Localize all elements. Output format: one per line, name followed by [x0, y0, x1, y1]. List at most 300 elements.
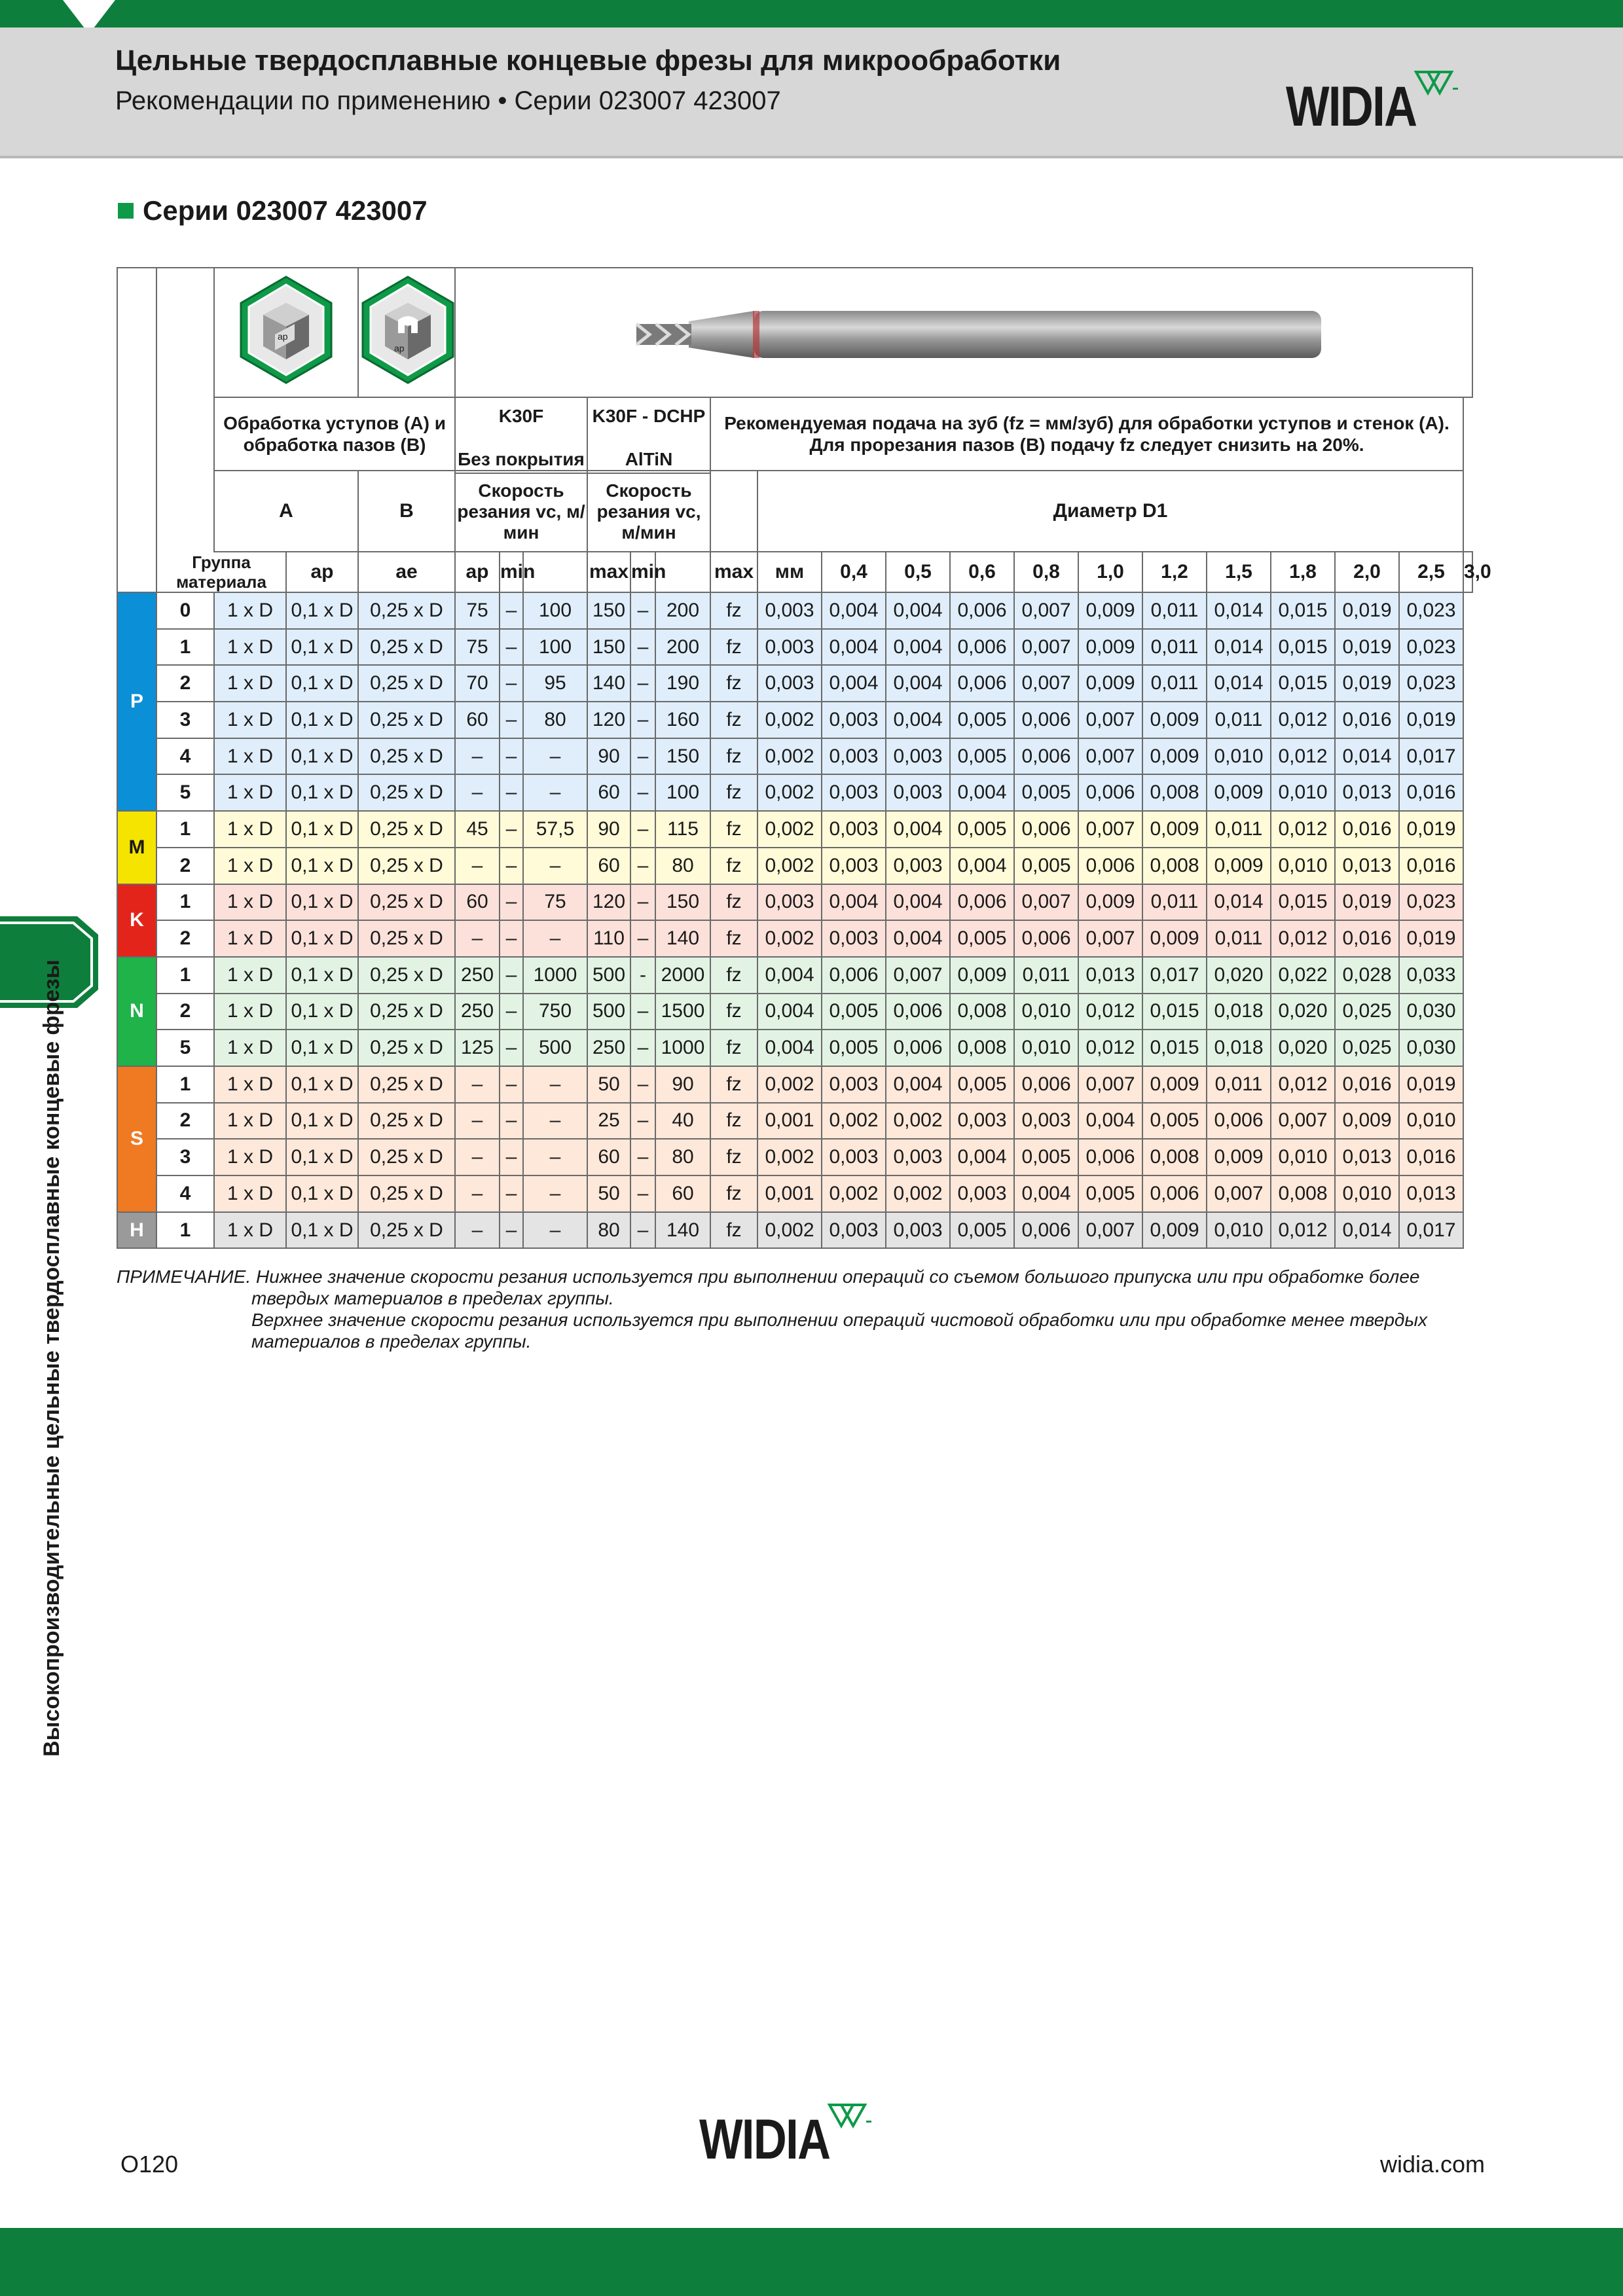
table-row: [117, 957, 1472, 994]
shoulder-milling-icon: [237, 274, 335, 386]
feed-value-cell: 0,009: [1078, 592, 1142, 629]
subgroup-cell: 2: [156, 1103, 214, 1139]
subgroup-cell: 2: [156, 665, 214, 702]
feed-value-cell: 0,003: [822, 811, 886, 848]
apB-cell: 0,25 x D: [358, 1103, 455, 1139]
feed-value-cell: 0,018: [1207, 1030, 1271, 1066]
ae-cell: 0,1 x D: [286, 1066, 358, 1103]
subgroup-cell: 1: [156, 884, 214, 921]
col-A-header: A: [214, 471, 358, 552]
feed-value-cell: 0,002: [757, 811, 822, 848]
vc2-max-cell: 1000: [655, 1030, 710, 1066]
fz-cell: fz: [710, 884, 757, 921]
feed-note-header: Рекомендуемая подача на зуб (fz = мм/зуб) для обработки уступов и стенок (A). Для прорезания пазов (B) подачу fz следует снизить на 20%.: [710, 397, 1463, 471]
table-row: [117, 1066, 1472, 1103]
svg-text:ap: ap: [278, 331, 288, 342]
feed-value-cell: 0,003: [950, 1103, 1014, 1139]
feed-value-cell: 0,007: [1078, 1212, 1142, 1249]
vc2-dash-cell: –: [630, 629, 655, 666]
feed-value-cell: 0,006: [1078, 848, 1142, 884]
feed-value-cell: 0,006: [822, 957, 886, 994]
fz-cell: fz: [710, 1030, 757, 1066]
vc1-max-cell: –: [523, 738, 587, 775]
ae-cell: 0,1 x D: [286, 920, 358, 957]
table-row: [117, 774, 1472, 811]
speed1-header: [455, 449, 587, 552]
feed-value-cell: 0,007: [1078, 920, 1142, 957]
feed-value-cell: 0,009: [1207, 848, 1271, 884]
bottom-green-bar: [0, 2228, 1623, 2296]
feed-value-cell: 0,013: [1078, 957, 1142, 994]
vc2-max-cell: 160: [655, 702, 710, 738]
feed-value-cell: 0,004: [886, 592, 950, 629]
feed-value-cell: 0,006: [1014, 811, 1078, 848]
table-row: [117, 1139, 1472, 1175]
feed-value-cell: 0,011: [1207, 702, 1271, 738]
sub-max-1: max: [587, 552, 630, 592]
feed-value-cell: 0,009: [1142, 811, 1207, 848]
vc2-dash-cell: –: [630, 994, 655, 1030]
footer-brand-text: WIDIA: [699, 2108, 830, 2171]
feed-value-cell: 0,003: [822, 738, 886, 775]
vc1-min-cell: 70: [455, 665, 500, 702]
vc1-max-cell: 100: [523, 629, 587, 666]
ae-cell: 0,1 x D: [286, 1103, 358, 1139]
feed-value-cell: 0,013: [1399, 1175, 1463, 1212]
subgroup-cell: 2: [156, 920, 214, 957]
subgroup-cell: 1: [156, 1212, 214, 1249]
ap-cell: 1 x D: [214, 702, 286, 738]
feed-value-cell: 0,009: [1142, 702, 1207, 738]
feed-value-cell: 0,010: [1271, 1139, 1335, 1175]
feed-value-cell: 0,003: [757, 629, 822, 666]
vc1-dash-cell: –: [500, 592, 523, 629]
ae-cell: 0,1 x D: [286, 811, 358, 848]
feed-value-cell: 0,007: [1014, 629, 1078, 666]
ae-cell: 0,1 x D: [286, 1030, 358, 1066]
feed-value-cell: 0,012: [1271, 1066, 1335, 1103]
feed-value-cell: 0,004: [1014, 1175, 1078, 1212]
feed-value-cell: 0,015: [1271, 592, 1335, 629]
feed-value-cell: 0,007: [886, 957, 950, 994]
table-row: [117, 811, 1472, 848]
apB-cell: 0,25 x D: [358, 848, 455, 884]
feed-value-cell: 0,025: [1335, 994, 1399, 1030]
subgroup-cell: 3: [156, 1139, 214, 1175]
vc1-dash-cell: –: [500, 1175, 523, 1212]
feed-value-cell: 0,007: [1078, 702, 1142, 738]
feed-value-cell: 0,016: [1335, 702, 1399, 738]
ae-cell: 0,1 x D: [286, 848, 358, 884]
vc1-dash-cell: –: [500, 702, 523, 738]
feed-value-cell: 0,012: [1271, 920, 1335, 957]
feed-value-cell: 0,011: [1207, 1066, 1271, 1103]
vc1-max-cell: –: [523, 1103, 587, 1139]
vc1-min-cell: –: [455, 1175, 500, 1212]
feed-value-cell: 0,015: [1271, 665, 1335, 702]
feed-value-cell: 0,006: [1078, 774, 1142, 811]
apB-cell: 0,25 x D: [358, 665, 455, 702]
vc2-dash-cell: –: [630, 1175, 655, 1212]
feed-value-cell: 0,003: [822, 920, 886, 957]
feed-value-cell: 0,010: [1335, 1175, 1399, 1212]
feed-value-cell: 0,006: [886, 994, 950, 1030]
feed-value-cell: 0,005: [1014, 774, 1078, 811]
feed-value-cell: 0,030: [1399, 1030, 1463, 1066]
feed-value-cell: 0,012: [1078, 994, 1142, 1030]
apB-cell: 0,25 x D: [358, 1030, 455, 1066]
fz-cell: fz: [710, 1212, 757, 1249]
vc1-min-cell: 250: [455, 957, 500, 994]
vc1-max-cell: –: [523, 1139, 587, 1175]
feed-value-cell: 0,020: [1271, 1030, 1335, 1066]
feed-value-cell: 0,011: [1142, 629, 1207, 666]
feed-value-cell: 0,019: [1399, 702, 1463, 738]
grade2-coating: AlTiN: [588, 449, 710, 474]
note-line-4: материалов в пределах группы.: [251, 1331, 532, 1352]
apB-cell: 0,25 x D: [358, 738, 455, 775]
feed-value-cell: 0,007: [1078, 1066, 1142, 1103]
feed-value-cell: 0,022: [1271, 957, 1335, 994]
feed-value-cell: 0,005: [822, 994, 886, 1030]
feed-value-cell: 0,011: [1142, 884, 1207, 921]
vc1-min-cell: –: [455, 1212, 500, 1249]
ap-cell: 1 x D: [214, 665, 286, 702]
end-mill-image: [591, 283, 1337, 382]
ap-cell: 1 x D: [214, 994, 286, 1030]
vc1-min-cell: 60: [455, 702, 500, 738]
apB-cell: 0,25 x D: [358, 994, 455, 1030]
feed-value-cell: 0,001: [757, 1103, 822, 1139]
material-group-k: K: [117, 884, 156, 957]
vc2-min-cell: 90: [587, 811, 630, 848]
diameter-8: 2,0: [1335, 552, 1399, 592]
feed-value-cell: 0,004: [950, 774, 1014, 811]
ae-cell: 0,1 x D: [286, 738, 358, 775]
subgroup-cell: 1: [156, 811, 214, 848]
table-row: [117, 848, 1472, 884]
feed-value-cell: 0,017: [1399, 738, 1463, 775]
feed-value-cell: 0,005: [1014, 848, 1078, 884]
vc2-min-cell: 60: [587, 848, 630, 884]
apB-cell: 0,25 x D: [358, 592, 455, 629]
website-link[interactable]: widia.com: [1380, 2151, 1486, 2178]
ap-cell: 1 x D: [214, 957, 286, 994]
feed-value-cell: 0,003: [886, 738, 950, 775]
feed-value-cell: 0,013: [1335, 848, 1399, 884]
feed-value-cell: 0,015: [1142, 1030, 1207, 1066]
feed-value-cell: 0,016: [1335, 1066, 1399, 1103]
feed-value-cell: 0,009: [1078, 665, 1142, 702]
subgroup-cell: 1: [156, 957, 214, 994]
svg-text:ap: ap: [394, 343, 405, 353]
footer-logo: [699, 2102, 873, 2171]
subgroup-cell: 4: [156, 738, 214, 775]
grade1-coating: Без покрытия: [456, 449, 587, 474]
vc1-min-cell: 125: [455, 1030, 500, 1066]
vc2-max-cell: 90: [655, 1066, 710, 1103]
page-title: Цельные твердосплавные концевые фрезы для микрообработки: [115, 45, 1061, 77]
feed-value-cell: 0,015: [1142, 994, 1207, 1030]
feed-value-cell: 0,002: [822, 1103, 886, 1139]
apB-cell: 0,25 x D: [358, 1139, 455, 1175]
vc1-min-cell: –: [455, 920, 500, 957]
sub-header-blank: [156, 268, 214, 552]
ae-cell: 0,1 x D: [286, 1212, 358, 1249]
vc1-max-cell: 75: [523, 884, 587, 921]
feed-value-cell: 0,009: [1078, 884, 1142, 921]
diameter-3: 0,8: [1014, 552, 1078, 592]
feed-value-cell: 0,030: [1399, 994, 1463, 1030]
feed-value-cell: 0,003: [1014, 1103, 1078, 1139]
diameter-0: 0,4: [822, 552, 886, 592]
fz-cell: fz: [710, 592, 757, 629]
vertical-side-text: Высокопроизводительные цельные твердосплавные концевые фрезы: [39, 960, 64, 1757]
vc1-max-cell: –: [523, 1175, 587, 1212]
ae-cell: 0,1 x D: [286, 629, 358, 666]
diameter-9: 2,5: [1399, 552, 1463, 592]
ae-cell: 0,1 x D: [286, 1139, 358, 1175]
feed-value-cell: 0,003: [822, 774, 886, 811]
feed-value-cell: 0,011: [1142, 592, 1207, 629]
vc2-min-cell: 140: [587, 665, 630, 702]
vc2-dash-cell: –: [630, 1066, 655, 1103]
ae-cell: 0,1 x D: [286, 702, 358, 738]
grade1-header: K30F: [455, 397, 587, 471]
feed-value-cell: 0,023: [1399, 629, 1463, 666]
table-row: [117, 884, 1472, 921]
feed-value-cell: 0,023: [1399, 592, 1463, 629]
feed-value-cell: 0,010: [1271, 848, 1335, 884]
feed-value-cell: 0,006: [950, 592, 1014, 629]
feed-value-cell: 0,013: [1335, 1139, 1399, 1175]
feed-value-cell: 0,006: [950, 884, 1014, 921]
vc1-max-cell: –: [523, 848, 587, 884]
fz-cell: fz: [710, 920, 757, 957]
ae-cell: 0,1 x D: [286, 994, 358, 1030]
feed-value-cell: 0,002: [886, 1175, 950, 1212]
feed-value-cell: 0,003: [822, 1066, 886, 1103]
feed-value-cell: 0,014: [1207, 592, 1271, 629]
feed-value-cell: 0,003: [950, 1175, 1014, 1212]
table-row: [117, 1212, 1472, 1249]
ae-cell: 0,1 x D: [286, 774, 358, 811]
fz-cell: fz: [710, 1103, 757, 1139]
sub-max-2: max: [710, 552, 757, 592]
ap-cell: 1 x D: [214, 1103, 286, 1139]
note-block: [117, 1266, 1459, 1352]
vc2-dash-cell: -: [630, 957, 655, 994]
feed-value-cell: 0,025: [1335, 1030, 1399, 1066]
vc1-dash-cell: –: [500, 1066, 523, 1103]
table-body: [117, 592, 1472, 1248]
vc2-max-cell: 60: [655, 1175, 710, 1212]
feed-value-cell: 0,019: [1335, 884, 1399, 921]
vc1-min-cell: 250: [455, 994, 500, 1030]
note-line-3: Верхнее значение скорости резания используется при выполнении операций чистовой обработки или при обработке менее твердых: [251, 1310, 1428, 1330]
vc1-max-cell: 80: [523, 702, 587, 738]
diameter-6: 1,5: [1207, 552, 1271, 592]
feed-value-cell: 0,011: [1207, 920, 1271, 957]
vc2-min-cell: 50: [587, 1066, 630, 1103]
vc2-max-cell: 140: [655, 920, 710, 957]
top-green-bar: [0, 0, 1623, 27]
feed-value-cell: 0,004: [757, 957, 822, 994]
vc1-min-cell: –: [455, 1103, 500, 1139]
header-logo: [1286, 69, 1459, 138]
vc2-max-cell: 200: [655, 629, 710, 666]
material-group-s: S: [117, 1066, 156, 1212]
feed-value-cell: 0,010: [1014, 1030, 1078, 1066]
ap-cell: 1 x D: [214, 1066, 286, 1103]
vc1-max-cell: 100: [523, 592, 587, 629]
vc1-min-cell: –: [455, 774, 500, 811]
diameter-header: Диаметр D1: [757, 471, 1463, 552]
feed-value-cell: 0,003: [886, 1212, 950, 1249]
feed-value-cell: 0,006: [950, 665, 1014, 702]
feed-value-cell: 0,008: [1142, 774, 1207, 811]
feed-value-cell: 0,002: [757, 774, 822, 811]
feed-value-cell: 0,010: [1014, 994, 1078, 1030]
feed-value-cell: 0,005: [950, 702, 1014, 738]
subgroup-cell: 1: [156, 1066, 214, 1103]
subgroup-cell: 4: [156, 1175, 214, 1212]
feed-value-cell: 0,006: [1014, 738, 1078, 775]
feed-value-cell: 0,018: [1207, 994, 1271, 1030]
feed-value-cell: 0,010: [1399, 1103, 1463, 1139]
feed-value-cell: 0,023: [1399, 884, 1463, 921]
group-header-blank: [117, 268, 156, 592]
vc2-max-cell: 115: [655, 811, 710, 848]
vc2-min-cell: 120: [587, 702, 630, 738]
tool-image-cell: [455, 268, 1472, 397]
slot-milling-icon: [359, 274, 457, 386]
feed-value-cell: 0,019: [1399, 811, 1463, 848]
vc2-max-cell: 150: [655, 738, 710, 775]
fz-cell: fz: [710, 629, 757, 666]
vc1-max-cell: –: [523, 1212, 587, 1249]
ap-cell: 1 x D: [214, 1212, 286, 1249]
feed-value-cell: 0,015: [1271, 629, 1335, 666]
feed-value-cell: 0,007: [1271, 1103, 1335, 1139]
feed-value-cell: 0,012: [1078, 1030, 1142, 1066]
feed-value-cell: 0,012: [1271, 1212, 1335, 1249]
vc1-dash-cell: –: [500, 811, 523, 848]
feed-value-cell: 0,004: [886, 629, 950, 666]
feed-value-cell: 0,010: [1207, 1212, 1271, 1249]
feed-value-cell: 0,005: [950, 1212, 1014, 1249]
apB-cell: 0,25 x D: [358, 811, 455, 848]
ap-cell: 1 x D: [214, 774, 286, 811]
group-label: Группа материала: [156, 552, 286, 592]
feed-value-cell: 0,002: [757, 1066, 822, 1103]
vc2-min-cell: 120: [587, 884, 630, 921]
material-group-n: N: [117, 957, 156, 1066]
vc2-dash-cell: –: [630, 1030, 655, 1066]
brand-logo-text: WIDIA: [1286, 75, 1417, 138]
apB-cell: 0,25 x D: [358, 1175, 455, 1212]
feed-value-cell: 0,002: [886, 1103, 950, 1139]
feed-value-cell: 0,002: [757, 920, 822, 957]
vc1-min-cell: 45: [455, 811, 500, 848]
vc1-dash-cell: –: [500, 738, 523, 775]
vc2-min-cell: 150: [587, 629, 630, 666]
vc2-dash-cell: –: [630, 774, 655, 811]
vc2-dash-cell: –: [630, 738, 655, 775]
vc1-max-cell: –: [523, 774, 587, 811]
vc1-min-cell: 60: [455, 884, 500, 921]
vc2-min-cell: 25: [587, 1103, 630, 1139]
apB-cell: 0,25 x D: [358, 702, 455, 738]
material-group-h: H: [117, 1212, 156, 1249]
vc1-min-cell: 75: [455, 629, 500, 666]
feed-value-cell: 0,005: [1142, 1103, 1207, 1139]
sub-ap: ap: [286, 552, 358, 592]
apB-cell: 0,25 x D: [358, 629, 455, 666]
vc1-min-cell: –: [455, 1139, 500, 1175]
feed-value-cell: 0,008: [1142, 1139, 1207, 1175]
vc1-dash-cell: –: [500, 994, 523, 1030]
feed-value-cell: 0,006: [1142, 1175, 1207, 1212]
vc2-min-cell: 250: [587, 1030, 630, 1066]
feed-value-cell: 0,006: [1014, 702, 1078, 738]
feed-value-cell: 0,006: [886, 1030, 950, 1066]
subgroup-cell: 3: [156, 702, 214, 738]
feed-value-cell: 0,005: [1014, 1139, 1078, 1175]
feed-value-cell: 0,004: [886, 811, 950, 848]
vc2-max-cell: 190: [655, 665, 710, 702]
ap-cell: 1 x D: [214, 811, 286, 848]
feed-value-cell: 0,019: [1335, 592, 1399, 629]
feed-value-cell: 0,011: [1014, 957, 1078, 994]
feed-value-cell: 0,009: [1142, 1212, 1207, 1249]
fz-cell: fz: [710, 994, 757, 1030]
feed-value-cell: 0,016: [1399, 1139, 1463, 1175]
ap-cell: 1 x D: [214, 884, 286, 921]
feed-value-cell: 0,007: [1014, 884, 1078, 921]
sub-apB: ap: [455, 552, 500, 592]
vc1-min-cell: 75: [455, 592, 500, 629]
feed-value-cell: 0,003: [757, 665, 822, 702]
table-row: [117, 738, 1472, 775]
ap-cell: 1 x D: [214, 1175, 286, 1212]
diameter-5: 1,2: [1142, 552, 1207, 592]
feed-value-cell: 0,009: [1142, 738, 1207, 775]
feed-value-cell: 0,003: [822, 1139, 886, 1175]
vc2-max-cell: 40: [655, 1103, 710, 1139]
table-row: [117, 1103, 1472, 1139]
feed-value-cell: 0,023: [1399, 665, 1463, 702]
table-row: [117, 702, 1472, 738]
subgroup-cell: 1: [156, 629, 214, 666]
feed-value-cell: 0,003: [886, 774, 950, 811]
feed-value-cell: 0,012: [1271, 811, 1335, 848]
diameter-2: 0,6: [950, 552, 1014, 592]
feed-value-cell: 0,033: [1399, 957, 1463, 994]
feed-value-cell: 0,002: [757, 1139, 822, 1175]
table-row: [117, 1175, 1472, 1212]
speed2-label: Скорость резания vc, м/мин: [596, 480, 701, 543]
feed-value-cell: 0,005: [950, 738, 1014, 775]
vc1-max-cell: 750: [523, 994, 587, 1030]
vc1-max-cell: 57,5: [523, 811, 587, 848]
sub-ae: ae: [358, 552, 455, 592]
feed-value-cell: 0,002: [757, 848, 822, 884]
vc2-max-cell: 80: [655, 1139, 710, 1175]
feed-value-cell: 0,004: [886, 665, 950, 702]
material-group-m: M: [117, 811, 156, 884]
vc2-max-cell: 80: [655, 848, 710, 884]
